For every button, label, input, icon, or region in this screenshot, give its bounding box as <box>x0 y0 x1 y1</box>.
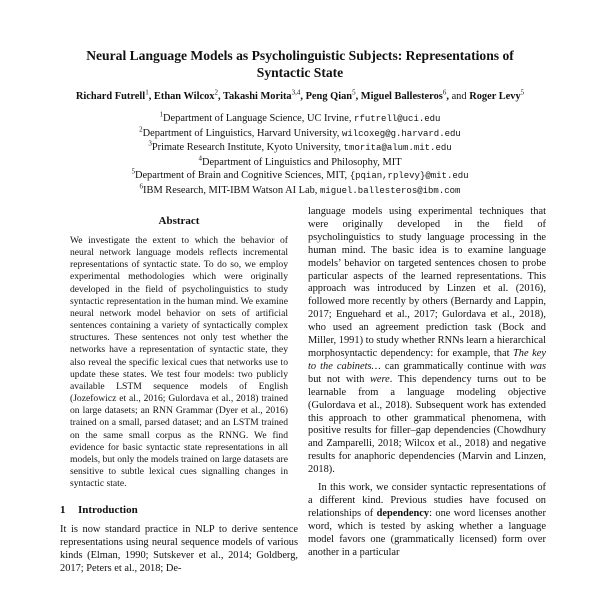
intro-paragraph: It is now standard practice in NLP to derive sentence representations using neural sequence models of various kinds (Elman, 1990; Sutskever et al., 2014; Goldberg, 2017; Peters et al., 2018; De- <box>60 524 298 574</box>
affiliation-name: Department of Linguistics and Philosophy, MIT <box>201 156 402 168</box>
affiliation-email: tmorita@alum.mit.edu <box>343 143 452 154</box>
affiliation-name: IBM Research, MIT-IBM Watson AI Lab, <box>143 184 318 196</box>
example-word: were <box>369 373 390 385</box>
example-phrase: The key to the cabinets… <box>308 347 546 372</box>
affiliation-mark: 1 <box>159 110 164 119</box>
affiliation <box>20 112 580 127</box>
affiliation-name: Department of Language Science, UC Irvine, <box>163 113 352 124</box>
abstract-text: We investigate the extent to which the behavior of neural network language models reflects incremental representations of syntactic state. To do so, we employ experimental methodologies which were originally developed in the field of psycholinguistics to study syntactic representation in the human mind. We examine neural network model behavior on sets of artificial sentences containing a variety of syntactically complex structures. These sentences not only test whether the networks have a representation of syntactic state, they also reveal the specific lexical cues that networks use to update these states. We test four models: two publicly available LSTM sequence models of English (Jozefowicz et al., 2016; Gulordava et al., 2018) trained on large datasets; an RNN Grammar (Dyer et al., 2016) trained on a small, parsed dataset; and an LSTM trained on the same small corpus as the RNNG. We find evidence for basic syntactic state representations in all models, but only the models trained on large datasets are sensitive to subtle lexical cues signalling changes in syntactic state. <box>70 235 288 490</box>
affiliation-list <box>20 112 580 199</box>
section-heading <box>60 504 298 516</box>
affiliation <box>20 141 580 156</box>
author-name: Richard Futrell <box>75 91 146 102</box>
affiliation-name: Primate Research Institute, Kyoto University, <box>151 142 342 154</box>
author-name: Takashi Morita <box>223 91 292 102</box>
body-paragraph <box>308 206 546 477</box>
author-name: Ethan Wilcox <box>153 91 215 102</box>
author-name: Peng Qian <box>305 91 353 102</box>
affiliation-name: Department of Brain and Cognitive Sciences, MIT, <box>134 170 348 182</box>
author-affil-mark: 3,4 <box>291 88 301 97</box>
author-list <box>20 90 580 103</box>
author-affil-mark: 5 <box>352 88 356 97</box>
example-word: was <box>529 360 546 372</box>
keyword: dependency <box>376 507 430 519</box>
affiliation-email: rfutrell@uci.edu <box>354 114 441 124</box>
affiliation-mark: 4 <box>198 154 202 163</box>
left-column <box>60 215 298 576</box>
author-name: Roger Levy <box>469 91 521 102</box>
affiliation-email: miguel.ballesteros@ibm.com <box>320 185 461 196</box>
paragraph-text: but not with <box>308 373 365 385</box>
affiliation-name: Department of Linguistics, Harvard University, <box>142 127 340 139</box>
affiliation-mark: 6 <box>139 182 144 191</box>
abstract-heading: Abstract <box>158 215 200 227</box>
affiliation-email: {pqian,rplevy}@mit.edu <box>349 171 469 182</box>
author-affil-mark: 1 <box>145 88 149 97</box>
right-column <box>308 206 546 559</box>
paragraph-text: language models using experimental techniques that were originally developed in the field of psycholinguistics to study language processing in the human mind. The basic idea is to examine language models’ behavior on targeted sentences chosen to probe particular aspects of the learned representations. This approach was introduced by Linzen et al. (2016), followed more recently by others (Bernardy and Lappin, 2017; Enguehard et al., 2017; Gulordava et al., 2018), who used an agreement prediction task (Bock and Miller, 1991) to study whether RNNs learn a hierarchical morphosyntactic dependency: for example, that <box>308 206 546 359</box>
author-conjunction: and <box>451 91 467 102</box>
paragraph-text: In this work, we consider syntactic representations of a different kind. Previous studies have focused on relationships of <box>308 482 546 519</box>
affiliation <box>20 127 580 142</box>
author-separator: , <box>446 91 449 102</box>
paragraph-text: . This dependency turns out to be learnable from a language modeling objective (Gulordava et al., 2018). Subsequent work has extended this approach to other grammatical phenomena, with positive results for filler–gap dependencies (Chowdhury and Zamparelli, 2018; Wilcox et al., 2018) and negative results for anaphoric dependencies (Marvin and Linzen, 2018). <box>308 373 546 476</box>
paragraph-text: : one word licenses another word, which is tested by asking whether a language model favors one (grammatically licensed) form over another in a particular <box>308 507 546 558</box>
author-affil-mark: 2 <box>214 88 218 97</box>
author-name: Miguel Ballesteros <box>360 91 443 102</box>
affiliation-mark: 5 <box>131 167 135 176</box>
affiliation <box>20 156 580 170</box>
author-affil-mark: 5 <box>520 88 525 97</box>
paragraph-text: can grammatically continue with <box>384 360 526 372</box>
author-separator: , <box>217 91 221 102</box>
section-number: 1 <box>60 504 66 517</box>
paper-title: Neural Language Models as Psycholinguistic Subjects: Representations of Syntactic State <box>86 48 514 80</box>
affiliation-email: wilcoxeg@g.harvard.edu <box>341 128 461 139</box>
section-title: Introduction <box>78 504 138 517</box>
author-separator: , <box>355 91 359 102</box>
body-paragraph <box>308 482 546 559</box>
author-separator: , <box>300 91 303 102</box>
affiliation <box>20 169 580 184</box>
affiliation-mark: 2 <box>139 125 143 134</box>
affiliation-mark: 3 <box>148 139 152 148</box>
affiliation <box>20 184 580 199</box>
author-affil-mark: 6 <box>442 88 447 97</box>
author-separator: , <box>148 91 152 102</box>
